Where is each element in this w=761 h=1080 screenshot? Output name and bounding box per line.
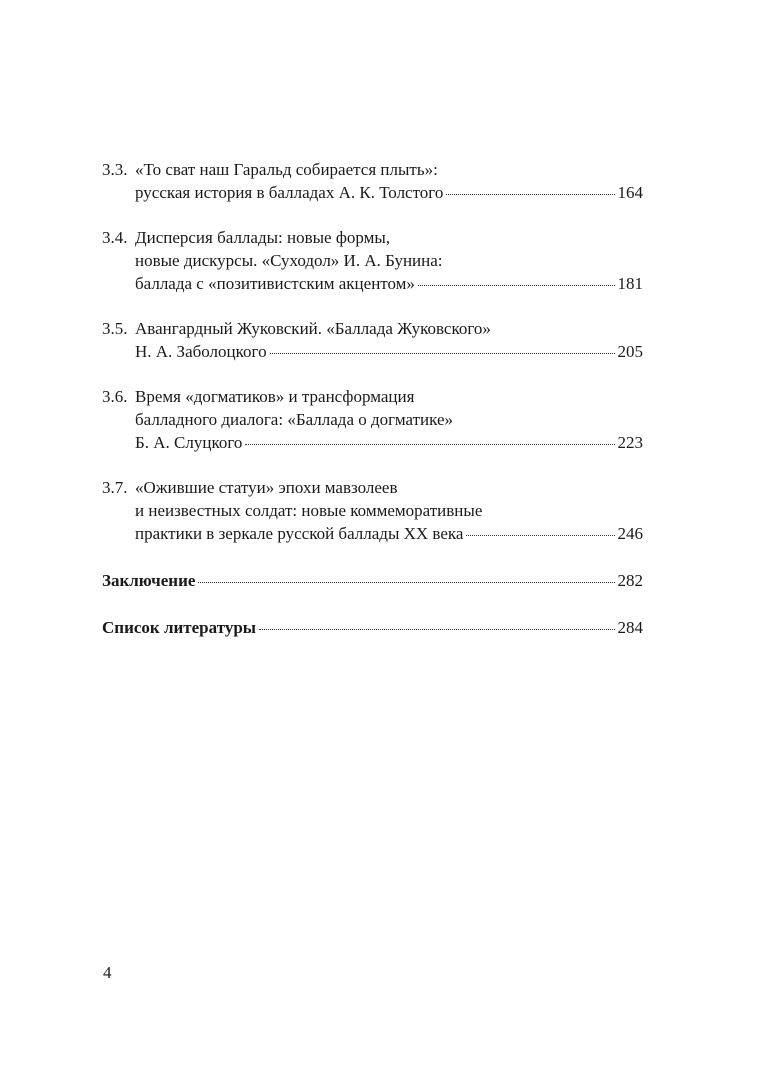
toc-entry-page: 164 [617, 183, 643, 202]
dot-leader [418, 284, 615, 286]
toc-entry-title-line: и неизвестных солдат: новые коммеморативные [135, 501, 483, 520]
dot-leader [245, 443, 614, 445]
page-number: 4 [103, 963, 112, 982]
toc-entry-title-line: русская история в балладах А. К. Толстого [135, 183, 444, 202]
toc-entry-title-line: «То сват наш Гаральд собирается плыть»: [135, 160, 438, 179]
toc-entry-3-4[interactable] [102, 226, 643, 295]
toc-chapter-title: Заключение [102, 571, 196, 590]
toc-entry-3-7[interactable] [102, 476, 643, 545]
toc-chapter-page: 282 [617, 571, 643, 590]
toc-chapter-bibliography[interactable] [102, 616, 643, 639]
toc-chapter-conclusion[interactable] [102, 569, 643, 592]
toc-chapter-page: 284 [617, 618, 643, 637]
toc-entry-title-line: практики в зеркале русской баллады XX века [135, 524, 464, 543]
toc-entry-title-line: балладного диалога: «Баллада о догматике» [135, 410, 454, 429]
toc-entry-page: 246 [617, 524, 643, 543]
toc-entry-title-line: Дисперсия баллады: новые формы, [135, 228, 391, 247]
toc-entry-title-line: баллада с «позитивистским акцентом» [135, 274, 415, 293]
toc-entry-3-3[interactable] [102, 158, 643, 204]
dot-leader [259, 628, 614, 630]
toc-entry-page: 181 [617, 274, 643, 293]
dot-leader [466, 534, 614, 536]
toc-entry-number: 3.4. [102, 228, 128, 247]
toc-entry-title-line: «Ожившие статуи» эпохи мавзолеев [135, 478, 398, 497]
toc-entry-number: 3.7. [102, 478, 128, 497]
table-of-contents [102, 158, 643, 639]
toc-entry-title-line: новые дискурсы. «Суходол» И. А. Бунина: [135, 251, 443, 270]
toc-entry-3-6[interactable] [102, 385, 643, 454]
toc-entry-page: 223 [617, 433, 643, 452]
toc-chapter-title: Список литературы [102, 618, 257, 637]
toc-entry-number: 3.5. [102, 319, 128, 338]
dot-leader [198, 581, 614, 583]
toc-entry-title-line: Время «догматиков» и трансформация [135, 387, 415, 406]
toc-entry-title-line: Н. А. Заболоцкого [135, 342, 267, 361]
toc-entry-number: 3.6. [102, 387, 128, 406]
toc-entry-title-line: Б. А. Слуцкого [135, 433, 243, 452]
toc-entry-number: 3.3. [102, 160, 128, 179]
dot-leader [270, 352, 615, 354]
dot-leader [446, 193, 614, 195]
toc-entry-page: 205 [617, 342, 643, 361]
toc-entry-3-5[interactable] [102, 317, 643, 363]
toc-entry-title-line: Авангардный Жуковский. «Баллада Жуковского» [135, 319, 491, 338]
